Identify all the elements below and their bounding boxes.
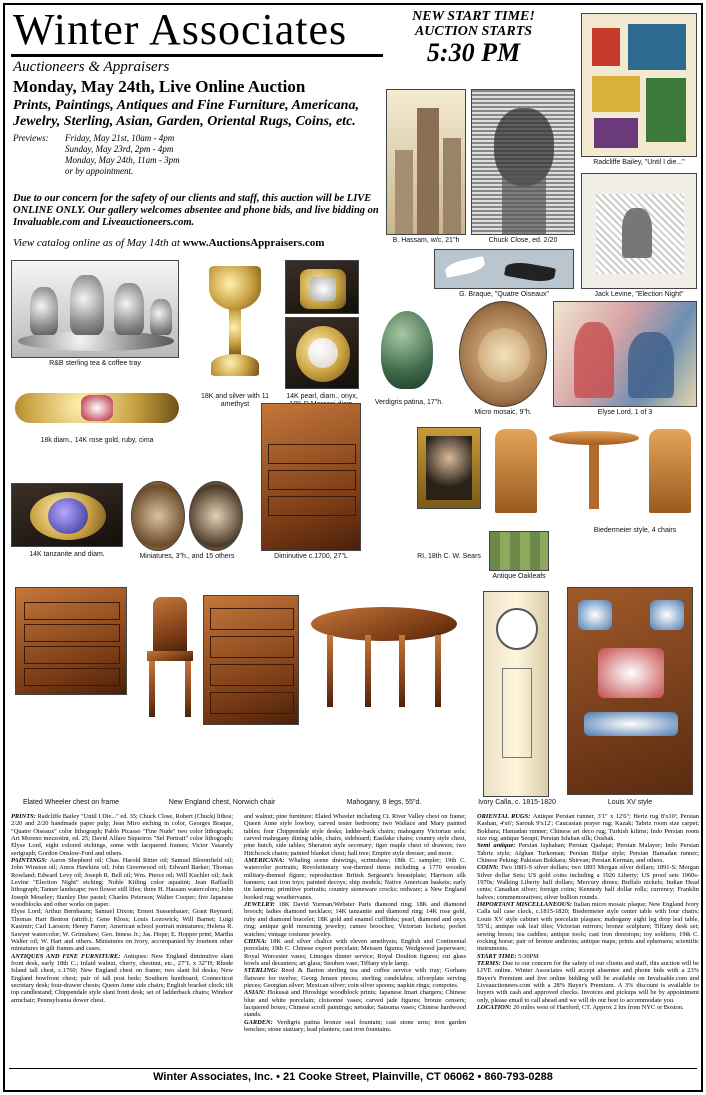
ring-caption: 14K pearl, diam., onyx,: [286, 393, 358, 400]
seal-fountain-image: [367, 305, 451, 397]
company-title: Winter Associates: [13, 5, 348, 54]
elyse-caption: Elyse Lord, 1 of 3: [597, 409, 653, 416]
miniature-portrait-1-image: [131, 481, 185, 551]
section-heading: PAINTINGS:: [11, 857, 50, 865]
preview-row: Sunday, May 23rd, 2pm - 4pm: [65, 144, 174, 154]
chalice-image: [195, 260, 275, 384]
chest-on-frame-image: [15, 587, 127, 695]
levine-etching-image: [581, 173, 697, 289]
braque-print-image: [434, 249, 574, 289]
chest-caption: Elated Wheeler chest on frame: [22, 799, 120, 806]
description-paragraph: [477, 953, 699, 960]
new-england-chest-image: [203, 595, 299, 725]
section-heading: ORIENTAL RUGS:: [477, 813, 533, 820]
tall-case-clock-image: [483, 591, 549, 797]
section-text: Elyse Lord; Arthur Bernbaum; Samuel Dixon; Ernest Sussenbauer; Grant Reynard; Thomas Hart Benton (attrib.); Gene Kloss; Louis Lozowick; Will Barnet; Luigi Kasimir; Carl Larsson; Henry Farrer; American school portrait miniatures; Helena R. Sawyer watercolor; W. Grimshaw; Geo. Inness Jr.; Jas. Hope; E. Hopper print; Martha Walter oil; W. Hart and others. Miniatures on ivory, accompanied by fourteen other miniatures in gilt frames and cases.: [11, 908, 233, 953]
biedermeier-set-image: [489, 423, 697, 523]
description-paragraph: [477, 960, 699, 1004]
description-paragraph: [244, 901, 466, 938]
section-text: Whaling scene drawings, scrimshaw; 18th C. sampler; 19th C. watercolor portraits; Revolutionary war-themed items including a 1770 wooden military-themed figure; reproduction British Sergeant's breastplate; Harrison silk banners; cast iron toys; painted decoys; ship models; Native American baskets; early tin lanterns; primitive portraits; country stoneware crocks; redware; a New England hooked rug; weathervanes.: [244, 857, 466, 901]
new-start-label: NEW START TIME!: [412, 9, 535, 24]
tanzanite-caption: 14K tanzanite and diam.: [29, 551, 105, 558]
description-paragraph: [244, 967, 466, 989]
pearl-ring-image: [285, 317, 359, 389]
elyse-lord-etching-image: [553, 301, 697, 407]
section-text: 18K David Yurman/Webster Paris diamond ring; 18K and diamond brooch; ladies diamond necklace; 14K tanzanite and diamond ring; 14K rose gold, ruby and diamond bracelet; 18K gold and enamel cufflinks; pearl, diamond and onyx ring; antique gold mourning jewelry; cameo brooches; Victorian lockets; pocket watches; vintage costume jewelry.: [244, 901, 466, 938]
section-heading: JEWELRY:: [244, 901, 279, 909]
section-text: 20 miles west of Hartford, CT. Approx 2 hrs from NYC or Boston.: [513, 1003, 684, 1011]
company-subtitle: Auctioneers & Appraisers: [13, 59, 170, 75]
tea-service-image: [11, 260, 179, 358]
bracelet-caption: 18k diam., 14K rose gold, ruby, cima: [40, 437, 154, 444]
auction-ad: [3, 3, 703, 1092]
section-heading: ASIAN:: [244, 989, 268, 997]
description-paragraph: [244, 1019, 466, 1034]
section-heading: AMERICANA:: [244, 857, 289, 865]
description-paragraph: [244, 989, 466, 1018]
drop-leaf-table-image: [311, 601, 457, 711]
levine-caption: Jack Levine, "Election Night": [594, 291, 684, 298]
bailey-print-image: [581, 13, 697, 157]
description-paragraph: [477, 813, 699, 842]
micro-mosaic-image: [459, 301, 547, 407]
section-text: Verdigris patina bronze seal fountain; cast stone urns; iron garden benches; stone statuary; lead planters; cast iron fountains.: [244, 1018, 466, 1033]
description-paragraph: [477, 901, 699, 952]
braque-caption: G. Braque, "Quatre Oiseaux": [459, 291, 549, 298]
miniatures-caption: Miniatures, 3"h., and 15 others: [139, 553, 235, 560]
description-paragraph: [477, 1004, 699, 1011]
section-text: Aaron Shepherd oil; Chas. Harold Ritter oil; Samuel Bloomfield oil; John Winston oil; Amos Hawkins oil; John Greenwood oil; Edward Barker; Thomas Rowland; Edward Levy oil; Joseph R. Bell oil; Wm. Pierce oil; Will Kuchler oil; Jack Levine "Election Night" etching; Noble Kitling color aquatint; Jean Raffaelli lithograph; Tanner landscape; two flower still lifes; three H. Hassam watercolors; John Joseph Moseley; Stanley Dee pastel; Charles Peterson; Walter Cooper; five Japanese woodblocks and other works on paper.: [11, 857, 233, 909]
sears-portrait-image: [417, 427, 481, 509]
description-column-2: [244, 813, 466, 1067]
close-caption: Chuck Close, ed. 2/20: [488, 237, 558, 244]
table-caption: Mahogany, 8 legs, 55"d.: [346, 799, 422, 806]
section-text: Italian micro mosaic plaque; New England Ivory Calla tall case clock, c.1815-1820; Biedermeier style center table with four chairs; Louis XV style cabinet with porcelain plaques; mahogany eight leg drop leaf table, 55"d.; antique oak leaf tiles; Victorian mirrors; bronze sculpture; Tiffany desk set; sewing boxes; tea caddies; antique tools; cast iron doorstops; toy soldiers; 19th C. rocking horse; pair of bronze andirons; antique maps; prints and ephemera; scientific instruments.: [477, 901, 699, 953]
footer-contact: Winter Associates, Inc. • 21 Cooke Street, Plainville, CT 06062 • 860-793-0288: [153, 1071, 553, 1083]
section-heading: TERMS:: [477, 959, 503, 967]
footer-rule: [9, 1068, 697, 1069]
preview-schedule: [13, 133, 180, 177]
auction-categories: Prints, Paintings, Antiques and Fine Furniture, Americana, Jewelry, Sterling, Asian, Garden, Oriental Rugs, Coins, etc.: [13, 98, 359, 129]
section-text: Antiques: New England diminutive slant front desk, early 18th C.; Inlaid walnut, cherry, chestnut, etc., 27"L x 32"H; Rhode Island tall chest, c.1760; New England chest on frame; two slant lid desks; New England bowfront chest; pair of tall post beds; Southern huntboard; Connecticut secretary desk; four-drawer chests; Queen Anne side chairs; English bracket clock; tilt top candlestand; Chippendale style slant front desk; set of ladderback chairs; Windsor armchair; Pennsylvania dower chest.: [11, 952, 233, 1004]
section-heading: LOCATION:: [477, 1003, 514, 1011]
chair-caption: New England chest, Norwich chair: [168, 799, 276, 806]
oakleaf-tiles-image: [489, 531, 549, 571]
biedermeier-caption: Biedermeier style, 4 chairs: [593, 527, 677, 534]
section-heading: Semi antique:: [477, 842, 519, 850]
section-text: Hokusai and Hiroshige woodblock prints; Japanese Imari chargers; Chinese blue and white porcelain; cloisonné vases; carved jade figures; bronze censers; lacquered boxes; Chinese scroll paintings; netsuke; Satsuma vases; Chinese hardwood stands.: [244, 989, 466, 1019]
start-time: 5:30 PM: [426, 38, 521, 67]
louis-xv-cabinet-image: [567, 587, 693, 795]
section-heading: COINS:: [477, 864, 501, 872]
chalice-caption: 18K and silver with 11 amethyst: [201, 393, 269, 408]
sears-caption: RI, 18th C. W. Sears: [417, 553, 481, 560]
preview-row: Previews: Friday, May 21st, 10am - 4pm: [13, 133, 175, 143]
miniature-portrait-2-image: [189, 481, 243, 551]
slant-desk-image: [261, 403, 361, 551]
section-heading: STERLING:: [244, 967, 282, 975]
auction-starts-label: AUCTION STARTS: [414, 24, 533, 39]
side-chair-image: [143, 597, 197, 717]
cabinet-caption: Louis XV style: [607, 799, 653, 806]
oakleafs-caption: Antique Oakleafs: [492, 573, 546, 580]
section-text: Antique Persian runner, 3'1" x 12'6"; Heriz rug 8'x10'; Persian Kashan, 4'x6'; Sarouk 9'x12'; Caucasian prayer rug; Kazak; Tabriz room size carpet; Bokhara; Hamadan runner; Chinese art deco rug; Turkish kilims; Indo Persian room size rug; antique Serapi; Persian Isfahan silk; Oushak.: [477, 813, 699, 843]
title-rule: [11, 54, 383, 57]
description-paragraph: [11, 953, 233, 1004]
section-heading: PRINTS:: [11, 813, 38, 820]
bailey-caption: Radcliffe Bailey, "Until I die...": [593, 159, 685, 166]
description-column-3: [477, 813, 699, 1067]
mosaic-caption: Micro mosaic, 9"h.: [474, 409, 532, 416]
seal-caption: Verdigris patina, 17"h.: [374, 399, 444, 406]
catalog-link[interactable]: www.AuctionsAppraisers.com: [182, 237, 325, 249]
section-heading: ANTIQUES AND FINE FURNITURE:: [11, 952, 124, 960]
tanzanite-ring-image: [11, 483, 123, 547]
start-time-box: [392, 9, 555, 67]
bracelet-image: [11, 383, 183, 433]
description-paragraph: [477, 864, 699, 901]
description-column-1: [11, 813, 233, 1067]
preview-row: or by appointment.: [65, 166, 134, 176]
section-text: Two 1881-S silver dollars; two 1893 Morgan silver dollars; 1891-S; Morgan Silver dollar Sets; US gold coins including a 1926 Liberty; US proof sets 1960s-1970s; Walking Liberty half dollars; Mercury dimes; Buffalo nickels; Indian Head cents; Canadian silver; foreign coins; Kennedy half dollar rolls; currency; Franklin halves; commemoratives; silver bullion rounds.: [477, 864, 699, 901]
preview-row: Monday, May 24th, 11am - 3pm: [65, 155, 180, 165]
description-paragraph: [11, 908, 233, 952]
section-text: Radcliffe Bailey "Until I Die..." ed. 35; Chuck Close, Robert (Chuck) lithos; 2/20 and 2/20 handmade paper pulp; Jean Miro etching in color, Georges Braque, "Quatre Oiseaux" color lithograph; Pablo Picasso "Fine Nude" two color lithograph; Art Moreno mezzotint, ed. 25; David Alfaro Siqueiros "Sel Portrait" color lithograph; Elyse Lord, eight colored etchings, some with lacquered frames; Victor Vasarely serigraph; Gordon Onslow-Ford and others.: [11, 813, 233, 857]
description-paragraph: [244, 857, 466, 901]
description-paragraph: [477, 842, 699, 864]
diamond-ring-image: [285, 260, 359, 314]
section-text: Persian Isphahan; Persian Qashqai; Persian Malayer; Indo Persian Tabriz style; Afghan Turkoman; Persian Bidjar style; Persian Hamadan runner; Chinese Peking; Pakistan Bokhara; Shirvan; Persian Kerman, and others.: [477, 842, 699, 865]
description-paragraph: [244, 813, 466, 857]
section-heading: IMPORTANT MISCELLANEOUS:: [477, 901, 574, 909]
clock-caption: Ivory Calla, c. 1815-1820: [478, 799, 556, 806]
section-heading: GARDEN:: [244, 1018, 277, 1026]
section-text: 5:30PM: [518, 952, 539, 960]
section-text: and walnut; pine furniture; Elated Wheeler including Ct. River Valley chest on frame; Queen Anne style lowboy, carved tester bedroom; two Wallace and Mary painted tables; four Chippendale style desks; ladder-back chairs; mahogany Victorian sofa; carved mahogany dining table, chairs, sideboard; Eastlake chairs; country style chest, pine hutch, side tables; Sheraton style secretary; tiger maple chest of drawers; two Hitchcock chairs; painted blanket chest; hall tree; Empire style dresser; and more.: [244, 813, 466, 857]
desk-caption: Diminutive c.1700, 27"L: [274, 553, 348, 560]
section-heading: START TIME:: [477, 952, 519, 960]
catalog-line: View catalog online as of May 14th at www.AuctionsAppraisers.com: [13, 237, 325, 249]
description-paragraph: [11, 813, 233, 857]
section-text: Due to our concern for the safety of our clients and staff, this auction will be LIVE online. Winter Associates will accept absentee and phone bids with a 23% Buyer's Premium and live online bidding will be available on Invaluable.com and Liveauctioneers.com with a 28% Buyer's Premium. A 3% discount is available to buyers with cash and approved checks. Invoices and pickups will be by appointment only, please email to call ahead and we will do our best to accommodate you.: [477, 959, 699, 1004]
description-paragraph: [11, 857, 233, 908]
section-heading: CHINA:: [244, 937, 271, 945]
chuck-close-portrait-image: [471, 89, 575, 235]
lot-description-columns: [11, 813, 699, 1067]
description-paragraph: [244, 938, 466, 967]
hassam-caption: B. Hassam, w/c, 21"h: [392, 237, 460, 244]
section-text: 18K and silver chalice with eleven amethysts; English and Continental porcelain; 19th C. Chinese export porcelain; Meissen figures; Wedgwood jasperware; Royal Worcester vases; Limoges dinner service; Royal Doulton figures; cut glass bowls and decanters; art glass; Steuben vase; Tiffany style lamp.: [244, 937, 466, 967]
auction-date: Monday, May 24th, Live Online Auction: [13, 77, 306, 96]
tea-service-caption: R&B sterling tea & coffee tray: [49, 360, 141, 367]
safety-notice: Due to our concern for the safety of our clients and staff, this auction will be LIVE ONLINE ONLY. Our gallery welcomes absentee and phone bids, and live bidding on Invaluable.com and Liveauctioneers.com.: [13, 193, 379, 228]
section-text: Reed & Barton sterling tea and coffee service with tray; Gorham flatware for twelve; Georg Jensen pieces; sterling candelabra; silverplate serving pieces; Georgian silver; Mexican silver; coin silver spoons; napkin rings; compotes.: [244, 967, 466, 989]
hassam-watercolor-image: [386, 89, 466, 235]
